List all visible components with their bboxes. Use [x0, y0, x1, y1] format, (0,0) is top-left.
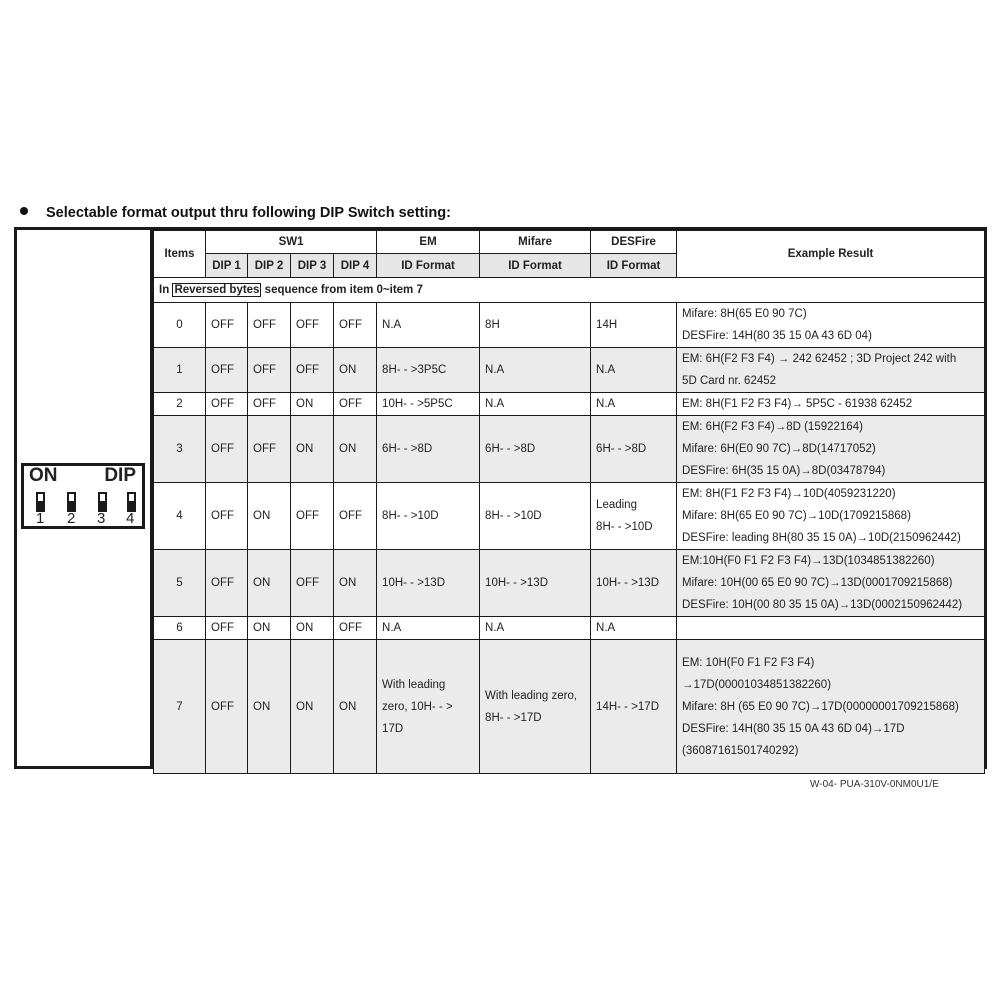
example-cell — [677, 303, 985, 348]
example-cell — [677, 483, 985, 550]
cell-line: EM: 10H(F0 F1 F2 F3 F4) — [682, 656, 815, 669]
desfire-cell — [591, 416, 677, 483]
table-row — [154, 393, 985, 416]
cell-line: Leading — [596, 499, 637, 511]
switch-number: 1 — [36, 510, 45, 527]
table-row — [154, 416, 985, 483]
cell-line: →17D(00001034851382260) — [682, 678, 832, 691]
dip-cell: OFF — [334, 303, 377, 348]
switch-number: 4 — [126, 510, 135, 527]
em-cell — [377, 550, 480, 617]
mifare-cell — [480, 416, 591, 483]
em-cell — [377, 416, 480, 483]
dip4-header: DIP 4 — [334, 254, 377, 278]
mifare-cell — [480, 303, 591, 348]
desfire-cell — [591, 483, 677, 550]
dip-label: DIP — [104, 465, 136, 486]
format-table — [153, 230, 985, 774]
cell-line: 6H- - >8D — [485, 443, 536, 455]
section-heading — [20, 205, 451, 221]
dip-cell: OFF — [206, 303, 248, 348]
cell-line: EM:10H(F0 F1 F2 F3 F4)→13D(1034851382260) — [682, 555, 935, 567]
item-cell: 0 — [154, 303, 206, 348]
cell-line: 8H — [485, 319, 500, 331]
dip-cell: ON — [291, 617, 334, 640]
desfire-cell — [591, 303, 677, 348]
cell-line: Mifare: 8H (65 E0 90 7C)→17D(00000001709215868) — [682, 700, 959, 713]
cell-line: 6H- - >8D — [382, 443, 433, 455]
cell-line: 10H- - >13D — [596, 577, 660, 589]
cell-line: 8H- - >3P5C — [382, 364, 447, 376]
dip3-header: DIP 3 — [291, 254, 334, 278]
dip-cell: OFF — [248, 416, 291, 483]
cell-line: 8H- - >17D — [485, 711, 542, 724]
cell-line: DESFire: leading 8H(80 35 15 0A)→10D(2150962442) — [682, 532, 961, 544]
dip-cell: ON — [291, 640, 334, 774]
mifare-cell — [480, 640, 591, 774]
cell-line: (36087161501740292) — [682, 744, 799, 757]
cell-line: N.A — [596, 364, 616, 376]
dip-cell: ON — [248, 617, 291, 640]
cell-line: N.A — [596, 398, 616, 410]
cell-line: EM: 8H(F1 F2 F3 F4)→10D(4059231220) — [682, 488, 896, 500]
em-cell — [377, 348, 480, 393]
dip-cell: OFF — [206, 393, 248, 416]
dip-cell: OFF — [206, 348, 248, 393]
cell-line: EM: 6H(F2 F3 F4)→8D (15922164) — [682, 421, 863, 433]
cell-line: DESFire: 14H(80 35 15 0A 43 6D 04)→17D — [682, 722, 905, 735]
dip-cell: ON — [291, 393, 334, 416]
cell-line: 6H- - >8D — [596, 443, 647, 455]
switch-4-icon — [127, 492, 136, 512]
item-cell: 2 — [154, 393, 206, 416]
cell-line: 10H- - >13D — [485, 577, 549, 589]
desfire-cell — [591, 348, 677, 393]
dip-cell: OFF — [248, 303, 291, 348]
cell-line: N.A — [596, 622, 616, 634]
cell-line: N.A — [382, 622, 402, 634]
bullet-icon — [20, 207, 28, 215]
heading-text: Selectable format output thru following DIP Switch setting: — [46, 205, 451, 221]
desfire-id-format-header: ID Format — [591, 254, 677, 278]
dip-cell: ON — [248, 550, 291, 617]
dip-cell: OFF — [206, 640, 248, 774]
em-cell — [377, 483, 480, 550]
item-cell: 3 — [154, 416, 206, 483]
dip-cell: OFF — [206, 483, 248, 550]
cell-line: N.A — [485, 622, 505, 634]
em-id-format-header: ID Format — [377, 254, 480, 278]
switch-number: 2 — [67, 510, 76, 527]
cell-line: With leading — [382, 678, 446, 691]
example-cell — [677, 550, 985, 617]
dip-cell: OFF — [206, 617, 248, 640]
em-header: EM — [377, 231, 480, 254]
document-code: W-04- PUA-310V-0NM0U1/E — [810, 779, 939, 790]
dip2-header: DIP 2 — [248, 254, 291, 278]
example-header: Example Result — [677, 231, 985, 278]
dip-cell: ON — [334, 348, 377, 393]
dip-cell: ON — [248, 483, 291, 550]
table-row — [154, 303, 985, 348]
dip-cell: OFF — [291, 303, 334, 348]
dip-cell: OFF — [334, 617, 377, 640]
example-cell — [677, 416, 985, 483]
note-boxed-text: Reversed bytes — [174, 284, 260, 296]
desfire-cell — [591, 617, 677, 640]
mifare-cell — [480, 483, 591, 550]
mifare-cell — [480, 617, 591, 640]
sw1-header: SW1 — [206, 231, 377, 254]
mifare-cell — [480, 393, 591, 416]
dip-cell: OFF — [334, 393, 377, 416]
em-cell — [377, 393, 480, 416]
item-cell: 7 — [154, 640, 206, 774]
dip-cell: ON — [334, 416, 377, 483]
cell-line: Mifare: 8H(65 E0 90 7C) — [682, 308, 807, 320]
note-suffix: sequence from item 0~item 7 — [264, 284, 423, 296]
em-cell — [377, 617, 480, 640]
dip-cell: OFF — [248, 348, 291, 393]
dip1-header: DIP 1 — [206, 254, 248, 278]
example-cell — [677, 393, 985, 416]
mifare-cell — [480, 550, 591, 617]
dip-table-frame — [14, 227, 987, 769]
dip-cell: OFF — [334, 483, 377, 550]
desfire-cell — [591, 393, 677, 416]
table-row — [154, 617, 985, 640]
example-cell — [677, 617, 985, 640]
item-cell: 5 — [154, 550, 206, 617]
note-prefix: In — [159, 284, 170, 296]
item-cell: 6 — [154, 617, 206, 640]
cell-line: 14H — [596, 319, 618, 331]
switch-3-icon — [98, 492, 107, 512]
desfire-cell — [591, 640, 677, 774]
dip-cell: ON — [291, 416, 334, 483]
items-header: Items — [154, 231, 206, 278]
cell-line: 8H- - >10D — [596, 521, 653, 533]
cell-line: 10H- - >5P5C — [382, 398, 453, 410]
table-row — [154, 483, 985, 550]
item-cell: 1 — [154, 348, 206, 393]
cell-line: DESFire: 14H(80 35 15 0A 43 6D 04) — [682, 330, 872, 342]
dip-cell: OFF — [291, 550, 334, 617]
dip-cell: OFF — [291, 348, 334, 393]
mifare-header: Mifare — [480, 231, 591, 254]
cell-line: Mifare: 10H(00 65 E0 90 7C)→13D(0001709215868) — [682, 577, 953, 589]
cell-line: N.A — [485, 364, 505, 376]
cell-line: 8H- - >10D — [485, 510, 542, 522]
cell-line: Mifare: 6H(E0 90 7C)→8D(14717052) — [682, 443, 876, 455]
dip-cell: ON — [248, 640, 291, 774]
cell-line: Mifare: 8H(65 E0 90 7C)→10D(1709215868) — [682, 510, 911, 522]
em-cell — [377, 640, 480, 774]
cell-line: EM: 6H(F2 F3 F4) → 242 62452 ; 3D Project 242 with — [682, 353, 957, 365]
switch-1-icon — [36, 492, 45, 512]
item-cell: 4 — [154, 483, 206, 550]
table-row — [154, 348, 985, 393]
dip-cell: OFF — [206, 550, 248, 617]
cell-line: DESFire: 6H(35 15 0A)→8D(03478794) — [682, 465, 886, 477]
dip-cell: OFF — [206, 416, 248, 483]
desfire-cell — [591, 550, 677, 617]
em-cell — [377, 303, 480, 348]
dip-cell: ON — [334, 550, 377, 617]
dip-cell: OFF — [291, 483, 334, 550]
dip-switch-panel — [17, 230, 153, 766]
example-cell — [677, 640, 985, 774]
switch-2-icon — [67, 492, 76, 512]
dip-cell: ON — [334, 640, 377, 774]
table-row — [154, 550, 985, 617]
cell-line: N.A — [485, 398, 505, 410]
cell-line: 10H- - >13D — [382, 577, 446, 589]
dip-on-label: ON — [29, 465, 58, 486]
cell-line: N.A — [382, 319, 402, 331]
switch-number: 3 — [97, 510, 106, 527]
mifare-id-format-header: ID Format — [480, 254, 591, 278]
dip-switch-diagram — [21, 463, 145, 529]
cell-line: zero, 10H- - > — [382, 700, 453, 713]
cell-line: DESFire: 10H(00 80 35 15 0A)→13D(0002150962442) — [682, 599, 963, 611]
cell-line: 5D Card nr. 62452 — [682, 375, 777, 387]
sequence-note — [154, 278, 985, 303]
dip-cell: OFF — [248, 393, 291, 416]
table-row — [154, 640, 985, 774]
cell-line: EM: 8H(F1 F2 F3 F4)→ 5P5C - 61938 62452 — [682, 398, 913, 410]
cell-line: 8H- - >10D — [382, 510, 439, 522]
cell-line: With leading zero, — [485, 689, 578, 702]
mifare-cell — [480, 348, 591, 393]
example-cell — [677, 348, 985, 393]
cell-line: 17D — [382, 722, 404, 735]
desfire-header: DESFire — [591, 231, 677, 254]
cell-line: 14H- - >17D — [596, 700, 660, 713]
